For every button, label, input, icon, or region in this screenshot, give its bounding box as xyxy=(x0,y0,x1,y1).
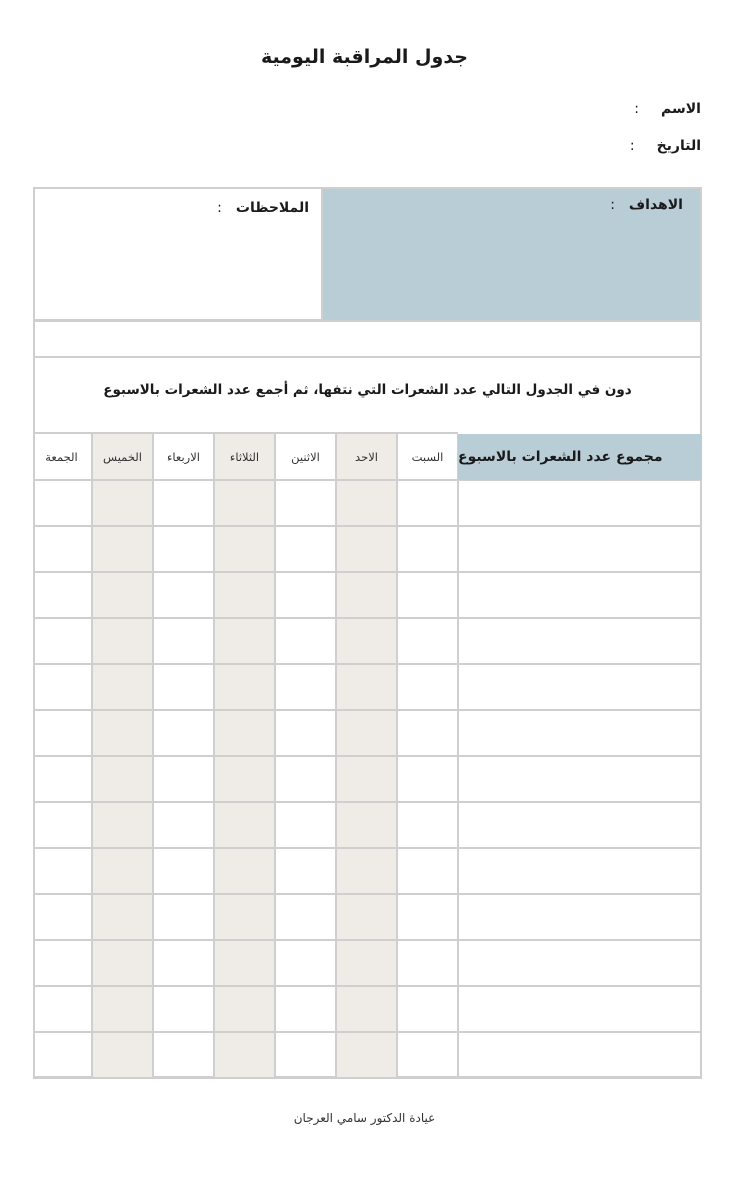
weekly-total-cell[interactable] xyxy=(458,618,702,664)
weekly-total-cell[interactable] xyxy=(458,848,702,894)
day-cell[interactable] xyxy=(397,756,458,802)
day-cell[interactable] xyxy=(275,940,336,986)
day-cell[interactable] xyxy=(31,940,92,986)
notes-label: الملاحظات xyxy=(235,200,309,216)
day-cell[interactable] xyxy=(31,618,92,664)
day-cell[interactable] xyxy=(275,894,336,940)
divider-top xyxy=(33,320,702,322)
name-colon: : xyxy=(634,101,640,117)
day-cell[interactable] xyxy=(92,572,153,618)
day-header: الاحد xyxy=(355,450,378,464)
day-cell[interactable] xyxy=(31,894,92,940)
day-cell[interactable] xyxy=(275,526,336,572)
day-cell[interactable] xyxy=(214,756,275,802)
day-cell[interactable] xyxy=(31,986,92,1032)
day-cell[interactable] xyxy=(275,710,336,756)
weekly-total-header: مجموع عدد الشعرات بالاسبوع xyxy=(458,434,702,480)
day-cell[interactable] xyxy=(275,480,336,526)
weekly-total-cell[interactable] xyxy=(458,940,702,986)
day-cell[interactable] xyxy=(153,848,214,894)
day-cell[interactable] xyxy=(92,894,153,940)
weekly-total-cell[interactable] xyxy=(458,986,702,1032)
day-cell[interactable] xyxy=(153,802,214,848)
day-cell[interactable] xyxy=(275,986,336,1032)
day-cell[interactable] xyxy=(214,664,275,710)
day-cell[interactable] xyxy=(92,618,153,664)
day-cell[interactable] xyxy=(153,940,214,986)
weekly-total-cell[interactable] xyxy=(458,802,702,848)
day-header: السبت xyxy=(411,450,444,464)
day-cell[interactable] xyxy=(31,1032,92,1078)
weekly-total-cell[interactable] xyxy=(458,572,702,618)
day-cell[interactable] xyxy=(153,710,214,756)
day-cell[interactable] xyxy=(92,526,153,572)
day-cell[interactable] xyxy=(153,894,214,940)
divider-instruction xyxy=(33,356,702,358)
day-cell[interactable] xyxy=(336,848,397,894)
day-cell[interactable] xyxy=(397,894,458,940)
day-cell[interactable] xyxy=(153,756,214,802)
goals-heading xyxy=(610,197,683,213)
day-cell[interactable] xyxy=(275,572,336,618)
name-field[interactable] xyxy=(634,101,701,117)
day-cell[interactable] xyxy=(275,664,336,710)
day-header: الجمعة xyxy=(45,450,78,464)
day-cell[interactable] xyxy=(336,480,397,526)
day-cell[interactable] xyxy=(92,1032,153,1078)
goals-colon: : xyxy=(610,197,615,213)
day-cell[interactable] xyxy=(31,526,92,572)
day-cell[interactable] xyxy=(214,940,275,986)
day-cell[interactable] xyxy=(397,480,458,526)
day-header: الثلاثاء xyxy=(229,450,260,464)
day-cell[interactable] xyxy=(153,1032,214,1078)
day-cell[interactable] xyxy=(153,526,214,572)
weekly-total-cell[interactable] xyxy=(458,894,702,940)
day-cell[interactable] xyxy=(336,940,397,986)
day-cell[interactable] xyxy=(336,756,397,802)
day-cell[interactable] xyxy=(397,572,458,618)
day-cell[interactable] xyxy=(92,848,153,894)
date-colon: : xyxy=(629,138,635,154)
day-cell[interactable] xyxy=(214,848,275,894)
day-cell[interactable] xyxy=(153,480,214,526)
day-cell[interactable] xyxy=(92,940,153,986)
day-cell[interactable] xyxy=(275,1032,336,1078)
day-cell[interactable] xyxy=(397,710,458,756)
day-cell[interactable] xyxy=(31,710,92,756)
day-cell[interactable] xyxy=(214,618,275,664)
day-cell[interactable] xyxy=(275,618,336,664)
day-cell[interactable] xyxy=(397,1032,458,1078)
weekly-total-cell[interactable] xyxy=(458,526,702,572)
day-cell[interactable] xyxy=(336,526,397,572)
day-cell[interactable] xyxy=(275,802,336,848)
day-cell[interactable] xyxy=(31,756,92,802)
day-cell[interactable] xyxy=(214,526,275,572)
weekly-total-cell[interactable] xyxy=(458,480,702,526)
day-cell[interactable] xyxy=(336,618,397,664)
day-header: الاربعاء xyxy=(167,450,200,464)
day-cell[interactable] xyxy=(397,986,458,1032)
day-cell[interactable] xyxy=(92,802,153,848)
weekly-total-cell[interactable] xyxy=(458,1032,702,1078)
page-title: جدول المراقبة اليومية xyxy=(261,46,468,68)
weekly-total-cell[interactable] xyxy=(458,710,702,756)
notes-colon: : xyxy=(217,200,222,216)
day-cell[interactable] xyxy=(214,1032,275,1078)
day-cell[interactable] xyxy=(397,802,458,848)
day-cell[interactable] xyxy=(153,572,214,618)
day-cell[interactable] xyxy=(31,848,92,894)
day-cell[interactable] xyxy=(92,710,153,756)
day-cell[interactable] xyxy=(336,572,397,618)
day-cell[interactable] xyxy=(214,710,275,756)
day-cell[interactable] xyxy=(336,986,397,1032)
day-cell[interactable] xyxy=(214,480,275,526)
clinic-footer: عيادة الدكتور سامي العرجان xyxy=(293,1111,436,1125)
day-cell[interactable] xyxy=(214,894,275,940)
day-cell[interactable] xyxy=(92,756,153,802)
day-cell[interactable] xyxy=(397,940,458,986)
day-cell[interactable] xyxy=(153,664,214,710)
day-header: الاثنين xyxy=(291,450,320,464)
weekly-total-cell[interactable] xyxy=(458,664,702,710)
day-cell[interactable] xyxy=(92,986,153,1032)
table-top-line xyxy=(33,432,458,434)
day-cell[interactable] xyxy=(31,572,92,618)
weekly-total-cell[interactable] xyxy=(458,756,702,802)
day-cell[interactable] xyxy=(336,1032,397,1078)
day-cell[interactable] xyxy=(397,618,458,664)
day-cell[interactable] xyxy=(336,710,397,756)
day-cell[interactable] xyxy=(214,802,275,848)
day-cell[interactable] xyxy=(397,664,458,710)
day-cell[interactable] xyxy=(275,756,336,802)
day-cell[interactable] xyxy=(31,664,92,710)
instruction-text: دون في الجدول التالي عدد الشعرات التي نتفها، ثم أجمع عدد الشعرات بالاسبوع xyxy=(103,382,632,398)
day-cell[interactable] xyxy=(336,802,397,848)
day-cell[interactable] xyxy=(336,664,397,710)
notes-heading xyxy=(217,200,309,216)
date-field[interactable] xyxy=(630,138,701,154)
day-cell[interactable] xyxy=(214,986,275,1032)
day-cell[interactable] xyxy=(92,480,153,526)
day-cell[interactable] xyxy=(153,986,214,1032)
day-cell[interactable] xyxy=(92,664,153,710)
goals-label: الاهداف xyxy=(628,197,683,213)
day-cell[interactable] xyxy=(397,526,458,572)
day-cell[interactable] xyxy=(214,572,275,618)
day-cell[interactable] xyxy=(153,618,214,664)
date-label: التاريخ xyxy=(656,138,701,154)
day-cell[interactable] xyxy=(31,480,92,526)
name-label: الاسم xyxy=(661,101,701,117)
day-cell[interactable] xyxy=(336,894,397,940)
day-cell[interactable] xyxy=(31,802,92,848)
day-cell[interactable] xyxy=(275,848,336,894)
day-header: الخميس xyxy=(103,450,142,464)
day-cell[interactable] xyxy=(397,848,458,894)
